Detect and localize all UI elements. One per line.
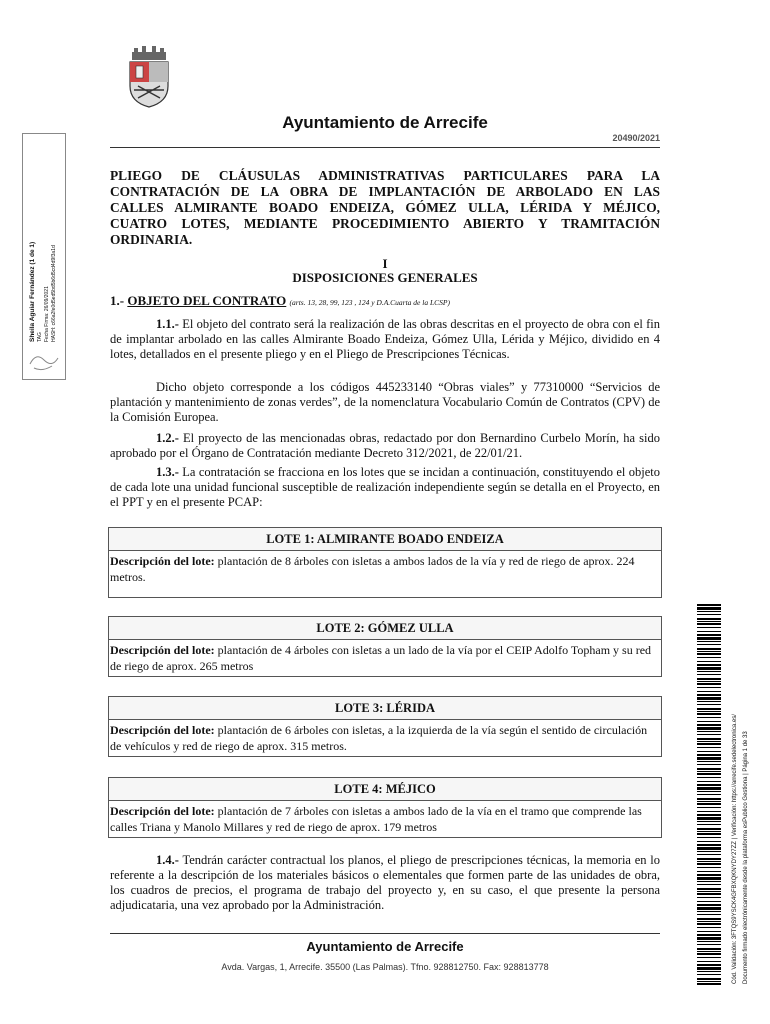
barcode-bar (697, 777, 721, 778)
paragraph-1-3 (110, 465, 660, 510)
lote-description-label: Descripción del lote: (110, 643, 215, 657)
lote-description-text: plantación de 4 árboles con isletas a un lado de la vía por el CEIP Adolfo Topham y su red de riego de aprox. 265 metros (110, 643, 652, 673)
barcode-bar (697, 888, 721, 890)
paragraph-text: El proyecto de las mencionadas obras, redactado por don Bernardino Curbelo Morín, ha sido aprobado por el Órgano de Contratación mediante Decreto 312/2021, de 22/01/21. (110, 431, 661, 460)
lote-table (108, 616, 662, 677)
barcode-bar (697, 944, 721, 945)
barcode-bar (697, 618, 721, 620)
validation-code-text: Cód. Validación: 3FTQS9YSCK4GFBXQKNYDY27ZZ | Verificación: https://arrecife.sedelectronica.es/ (732, 714, 738, 984)
barcode-bar (697, 884, 721, 885)
barcode-bar (697, 837, 721, 838)
lote-header: LOTE 2: GÓMEZ ULLA (109, 617, 661, 640)
lote-description (109, 551, 661, 597)
document-title (110, 168, 660, 248)
barcode-bar (697, 861, 721, 862)
barcode-bar (697, 627, 721, 628)
barcode-bar (697, 844, 721, 846)
barcode-bar (697, 721, 721, 722)
section-number: I (382, 256, 388, 271)
barcode-bar (697, 907, 721, 910)
barcode-bar (697, 713, 721, 715)
barcode-bar (697, 731, 721, 732)
footer-divider (110, 933, 660, 934)
barcode-bar (697, 727, 721, 730)
barcode-bar (697, 831, 721, 832)
barcode-bar (697, 811, 721, 812)
barcode-bar (697, 604, 721, 606)
barcode-bar (697, 974, 721, 975)
barcode-bar (697, 691, 721, 692)
barcode-bar (697, 631, 721, 632)
lote-description (109, 801, 661, 837)
barcode-bar (697, 814, 721, 816)
barcode-bar (697, 798, 721, 800)
clause-number: 1.- (110, 293, 125, 308)
clause-heading (110, 293, 450, 309)
signed-document-text: Documento firmado electrónicamente desde la plataforma esPublico Gestiona | Página 1 de 33 (743, 731, 749, 984)
barcode-bar (697, 957, 721, 958)
barcode-bar (697, 711, 721, 712)
coat-of-arms-logo (126, 46, 172, 108)
barcode-bar (697, 687, 721, 688)
barcode-bar (697, 681, 721, 682)
barcode-bar (697, 743, 721, 745)
barcode-bar (697, 851, 721, 852)
title-line: CONTRATACIÓN DE LA OBRA DE IMPLANTACIÓN DE ARBOLADO EN LAS (110, 184, 660, 199)
barcode-bar (697, 701, 721, 702)
header-divider (110, 147, 660, 148)
barcode-bar (697, 948, 721, 950)
barcode-bar (697, 858, 721, 860)
clause-legal-refs: (arts. 13, 28, 99, 123 , 124 y D.A.Cuarta de la LCSP) (289, 298, 450, 307)
barcode-bar (697, 694, 721, 696)
barcode-bar (697, 877, 721, 880)
title-line: ORDINARIA. (110, 232, 193, 247)
barcode-bar (697, 664, 721, 666)
barcode-bar (697, 937, 721, 940)
barcode-bar (697, 653, 721, 655)
signature-date: Fecha Firma: 26/09/2021 (44, 286, 50, 342)
barcode-bar (697, 978, 721, 980)
barcode-bar (697, 971, 721, 972)
barcode-bar (697, 683, 721, 685)
barcode-bar (697, 881, 721, 882)
barcode-bar (697, 904, 721, 906)
footer-address: Avda. Vargas, 1, Arrecife. 35500 (Las Palmas). Tfno. 928812750. Fax: 928813778 (221, 962, 549, 972)
barcode-bar (697, 927, 721, 928)
barcode-bar (697, 951, 721, 952)
barcode-bar (697, 931, 721, 932)
barcode-bar (697, 773, 721, 775)
barcode-bar (697, 824, 721, 825)
barcode-bar (697, 764, 721, 765)
barcode-bar (697, 941, 721, 942)
barcode-bar (697, 651, 721, 652)
header-title: Ayuntamiento de Arrecife (282, 113, 488, 132)
barcode-bar (697, 803, 721, 805)
barcode-bar (697, 781, 721, 782)
barcode-bar (697, 768, 721, 770)
title-line: CUATRO LOTES, MEDIANTE PROCEDIMIENTO ABIERTO Y TRAMITACIÓN (110, 216, 660, 231)
barcode-bar (697, 817, 721, 820)
barcode-bar (697, 833, 721, 835)
barcode-bar (697, 891, 721, 892)
barcode-bar (697, 644, 721, 645)
barcode-bar (697, 911, 721, 912)
barcode-bar (697, 871, 721, 872)
barcode-bar (697, 828, 721, 830)
barcode-bar (697, 784, 721, 786)
barcode-bar (697, 734, 721, 735)
lote-description-text: plantación de 7 árboles con isletas a ambos lado de la vía en el tramo que comprende las calles Triana y Manolo Millares y red de riego de aprox. 179 metros (110, 804, 642, 834)
document-reference: 20490/2021 (612, 133, 660, 143)
barcode-bar (697, 611, 721, 612)
barcode-bar (697, 953, 721, 955)
paragraph-number: 1.3.- (156, 465, 179, 479)
lote-description-text: plantación de 8 árboles con isletas a ambos lados de la vía y red de riego de aprox. 224 metros. (110, 554, 635, 584)
paragraph-number: 1.2.- (156, 431, 179, 445)
paragraph-1-2 (110, 431, 660, 461)
paragraph-1-1b (110, 380, 660, 425)
barcode-bar (697, 867, 721, 868)
paragraph-text: El objeto del contrato será la realización de las obras descritas en el proyecto de obra con el fin de implantar arbolado en las calles Almirante Boado Endeiza, Gómez Ulla, Lérida y Méjico, dividido en 4 lotes, detallados en el presente pliego y en el Pliego de Prescripciones Técnicas. (110, 317, 660, 361)
barcode-bar (697, 757, 721, 760)
barcode-bar (697, 771, 721, 772)
barcode-bar (697, 918, 721, 920)
barcode-bar (697, 794, 721, 795)
barcode-bar (697, 893, 721, 895)
lote-header: LOTE 4: MÉJICO (109, 778, 661, 801)
barcode-bar (697, 621, 721, 622)
barcode-bar (697, 724, 721, 726)
title-line: PLIEGO DE CLÁUSULAS ADMINISTRATIVAS PARTICULARES PARA LA (110, 168, 660, 183)
paragraph-number: 1.1.- (156, 317, 179, 331)
lote-table (108, 696, 662, 757)
barcode-bar (697, 921, 721, 922)
paragraph-1-4 (110, 853, 660, 913)
lote-description-label: Descripción del lote: (110, 554, 215, 568)
barcode-bar (697, 914, 721, 915)
barcode-bar (697, 791, 721, 792)
lote-header: LOTE 3: LÉRIDA (109, 697, 661, 720)
lote-table (108, 527, 662, 598)
barcode-bar (697, 847, 721, 850)
lote-description-label: Descripción del lote: (110, 723, 215, 737)
barcode-bar (697, 614, 721, 615)
barcode-bar (697, 648, 721, 650)
barcode-bar (697, 637, 721, 640)
barcode-bar (697, 717, 721, 718)
barcode-bar (697, 704, 721, 705)
barcode-bar (697, 661, 721, 662)
lote-description (109, 640, 661, 676)
lote-description (109, 720, 661, 756)
paragraph-text: Tendrán carácter contractual los planos, el pliego de prescripciones técnicas, la memoria en lo referente a la descripción de los materiales básicos o elementales que formen parte de las unidades de obra, los cuadros de precios, el programa de trabajo del proyecto y, en su caso, el que presente la persona adjudicataria, una vez aprobado por la Administración. (110, 853, 660, 912)
barcode-bar (697, 671, 721, 672)
paragraph-number: 1.4.- (156, 853, 179, 867)
barcode-bar (697, 738, 721, 740)
barcode-bar (697, 981, 721, 982)
title-line: CALLES ALMIRANTE BOADO ENDEIZA, GÓMEZ ULLA, LÉRIDA Y MÉJICO, (110, 200, 660, 215)
signer-cargo: TAG (37, 332, 43, 342)
signature-hash: HASH: c66a2fe0d5ed5bd5b6d5cd4d9f3a1d (51, 245, 57, 342)
barcode-bar (697, 934, 721, 936)
barcode-bar (697, 607, 721, 610)
paragraph-text: La contratación se fracciona en los lotes que se incidan a continuación, constituyendo el objeto de cada lote una unidad funcional susceptible de realización independiente según se detalla en el Proyecto, en el PPT y en el presente PCAP: (110, 465, 660, 509)
lote-description-text: plantación de 6 árboles con isletas, a la izquierda de la vía según el sentido de circulación de vehículos y red de riego de aprox. 315 metros. (110, 723, 648, 753)
barcode-bar (697, 897, 721, 898)
lote-header: LOTE 1: ALMIRANTE BOADO ENDEIZA (109, 528, 661, 551)
barcode-bar (697, 697, 721, 700)
lote-description-label: Descripción del lote: (110, 804, 215, 818)
barcode-bar (697, 821, 721, 822)
barcode-bar (697, 901, 721, 902)
barcode-bar (697, 983, 721, 985)
barcode-bar (697, 641, 721, 642)
barcode-bar (697, 741, 721, 742)
signer-name: Sheila Aguiar Fernández (1 de 1) (29, 241, 36, 342)
section-title: DISPOSICIONES GENERALES (292, 270, 478, 285)
barcode-bar (697, 657, 721, 658)
barcode-bar (697, 708, 721, 710)
barcode-bar (697, 754, 721, 756)
barcode-bar (697, 623, 721, 625)
barcode-bar (697, 761, 721, 762)
signature-scribble-icon (26, 350, 62, 374)
footer-title: Ayuntamiento de Arrecife (306, 939, 464, 954)
barcode (697, 604, 721, 986)
barcode-bar (697, 923, 721, 925)
barcode-bar (697, 678, 721, 680)
barcode-bar (697, 747, 721, 748)
paragraph-1-1 (110, 317, 660, 362)
barcode-bar (697, 674, 721, 675)
barcode-bar (697, 967, 721, 970)
barcode-bar (697, 863, 721, 865)
barcode-bar (697, 854, 721, 855)
lote-table (108, 777, 662, 838)
barcode-bar (697, 751, 721, 752)
paragraph-text: Dicho objeto corresponde a los códigos 445233140 “Obras viales” y 77310000 “Servicios de plantación y mantenimiento de zonas verdes”, de la nomenclatura Vocabulario Común de Contratos (CPV) de la Comisión Europea. (110, 380, 660, 424)
barcode-bar (697, 787, 721, 790)
barcode-bar (697, 961, 721, 962)
barcode-bar (697, 807, 721, 808)
barcode-bar (697, 634, 721, 636)
clause-label: OBJETO DEL CONTRATO (127, 293, 287, 308)
barcode-bar (697, 667, 721, 670)
barcode-bar (697, 874, 721, 876)
barcode-bar (697, 964, 721, 966)
barcode-bar (697, 841, 721, 842)
barcode-bar (697, 801, 721, 802)
